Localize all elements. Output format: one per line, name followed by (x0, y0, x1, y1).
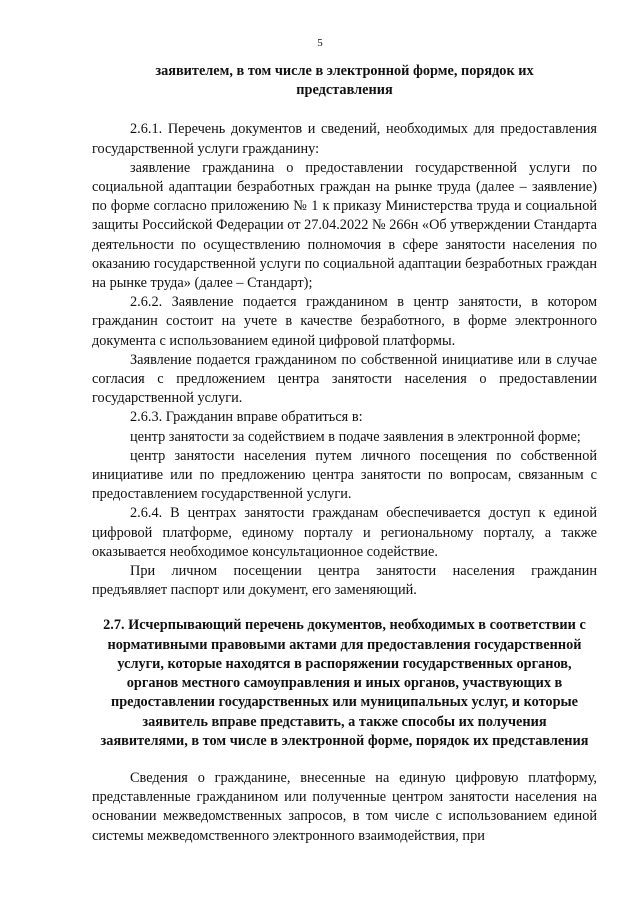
section-heading-2-7: 2.7. Исчерпывающий перечень документов, необходимых в соответствии с нормативными правовыми актами для предоставления государственной услуги, которые находятся в распоряжении государственных органов, органов местного самоуправления и иных органов, участвующих в предоставлении государственных или муниципальных услуг, и которые заявитель вправе представить, а также способы их получения заявителями, в том числе в электронной форме, порядок их представления (100, 617, 589, 749)
paragraph: центр занятости за содействием в подаче заявления в электронной форме; (130, 428, 581, 445)
section-heading-continuation: заявителем, в том числе в электронной форме, порядок их представления (155, 63, 534, 99)
page-content (92, 62, 597, 846)
paragraph: 2.6.2. Заявление подается гражданином в центр занятости, в котором гражданин состоит на учете в качестве безработного, в форме электронного документа с использованием единой цифровой платформы. (92, 294, 597, 349)
paragraph: Заявление подается гражданином по собственной инициативе или в случае согласия с предложением центра занятости населения о предоставлении государственной услуги. (92, 351, 597, 407)
paragraph: центр занятости населения путем личного посещения по собственной инициативе или по предложению центра занятости по вопросам, связанным с предоставлением государственной услуги. (92, 447, 597, 503)
paragraph: 2.6.3. Гражданин вправе обратиться в: (130, 409, 363, 426)
paragraph: заявление гражданина о предоставлении государственной услуги по социальной адаптации безработных граждан на рынке труда (далее – заявление) по форме согласно приложению № 1 к приказу Министерства труда и социальной защиты Российской Федерации от 27.04.2022 № 266н «Об утверждении Стандарта деятельности по осуществлению полномочия в сфере занятости населения по оказанию государственной услуги по социальной адаптации безработных граждан на рынке труда» (далее – Стандарт); (92, 159, 597, 292)
paragraph: Сведения о гражданине, внесенные на единую цифровую платформу, представленные гражданином или полученные центром занятости населения на основании межведомственных запросов, в том числе с использованием единой системы межведомственного электронного взаимодействия, при (92, 769, 597, 844)
page-number: 5 (317, 37, 323, 49)
paragraph: При личном посещении центра занятости населения гражданин предъявляет паспорт или документ, его заменяющий. (92, 563, 597, 599)
paragraph: 2.6.4. В центрах занятости гражданам обеспечивается доступ к единой цифровой платформе, единому порталу и региональному порталу, а также оказывается необходимое консультационное содействие. (92, 505, 597, 560)
paragraph: 2.6.1. Перечень документов и сведений, необходимых для предоставления государственной услуги гражданину: (92, 121, 597, 157)
